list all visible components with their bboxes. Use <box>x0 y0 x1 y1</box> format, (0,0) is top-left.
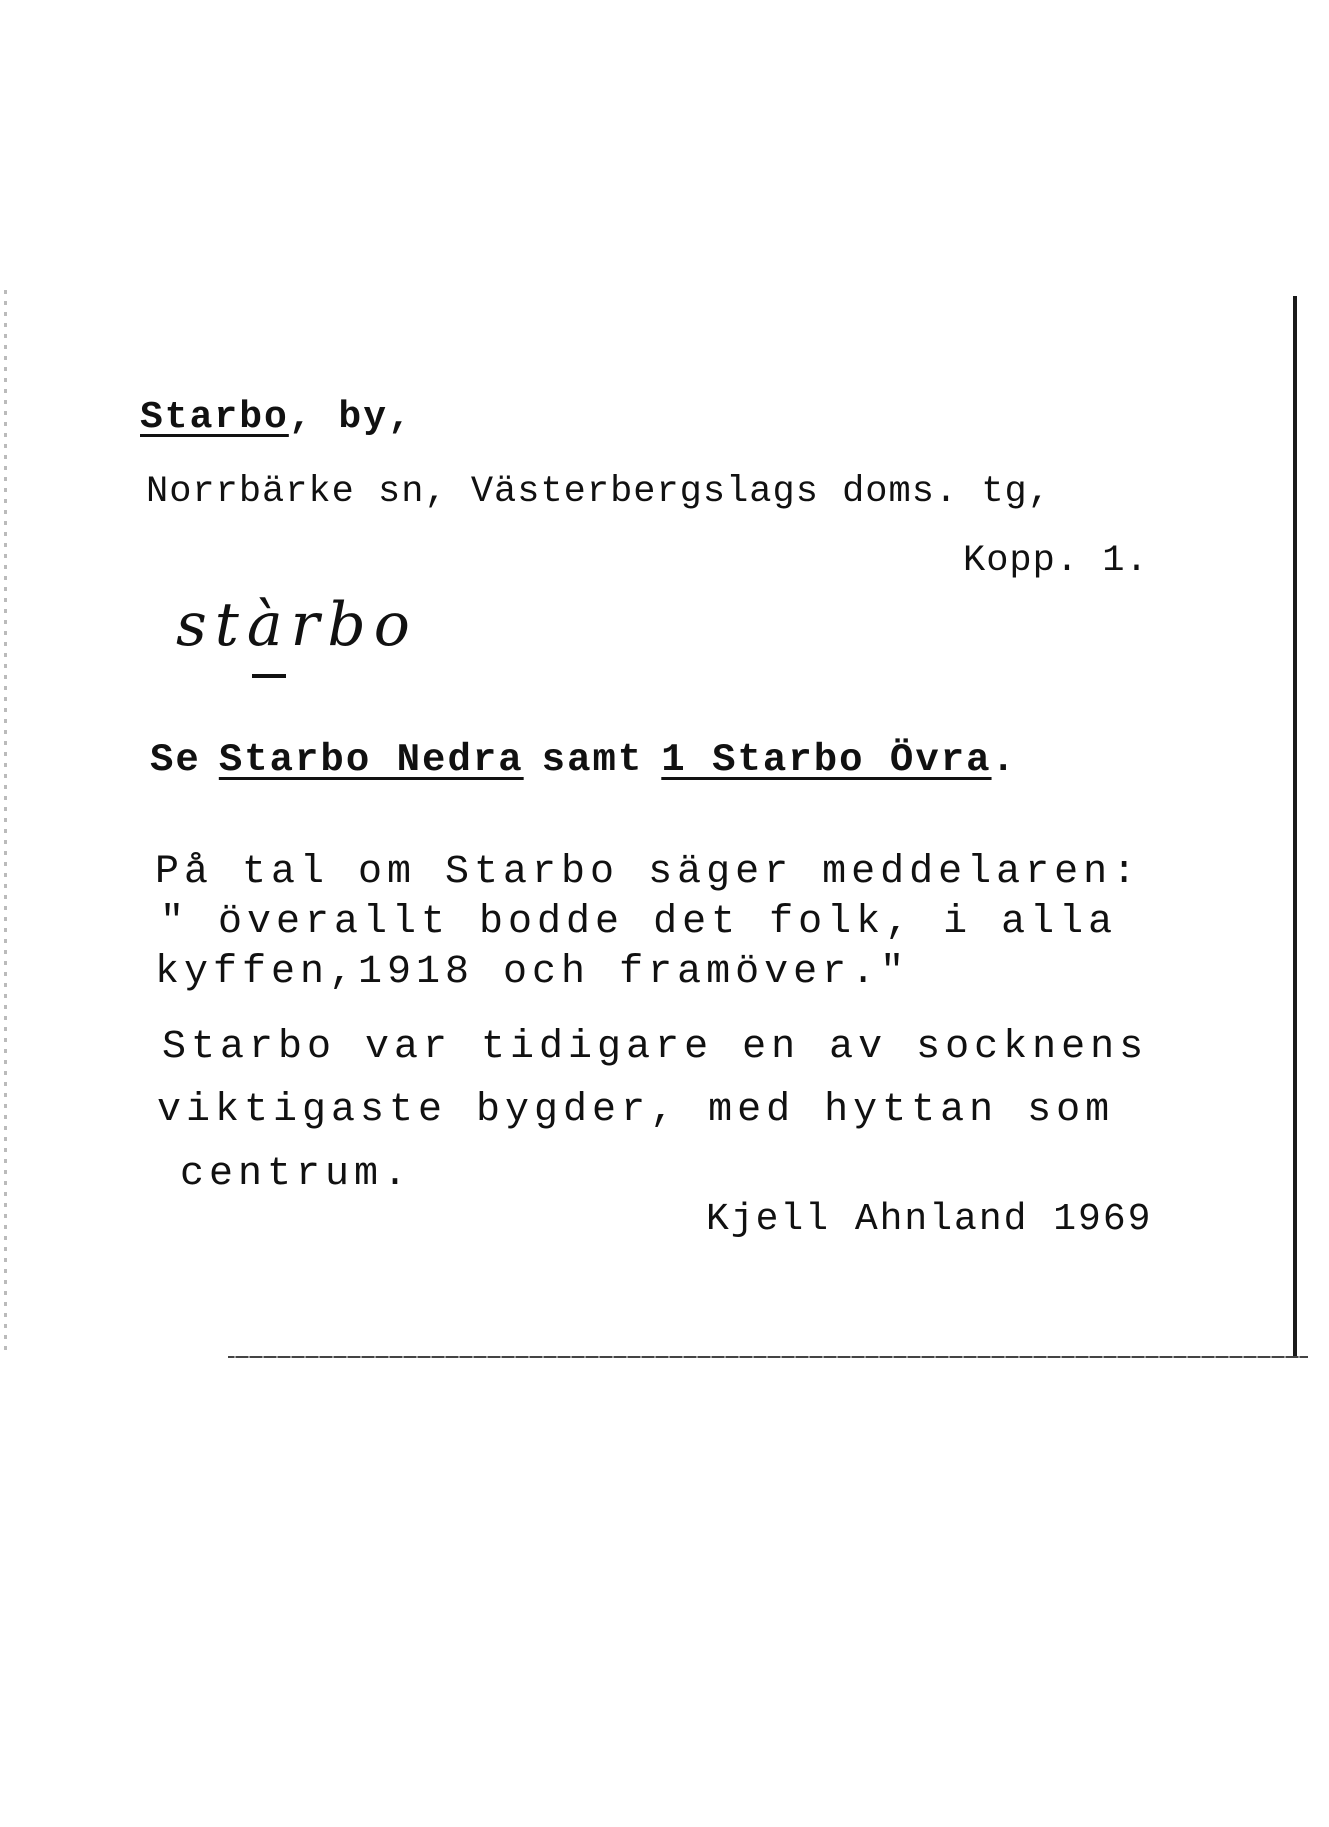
card-edge-right <box>1293 296 1297 1358</box>
see-ref-nedra: Starbo Nedra <box>218 738 524 782</box>
page-reference: Kopp. 1. <box>963 540 1149 582</box>
heading-name: Starbo <box>140 396 289 439</box>
see-ref-ovra: 1 Starbo Övra <box>661 738 992 782</box>
see-joiner: samt <box>541 738 644 782</box>
paragraph1-line: kyffen,1918 och framöver." <box>155 950 910 995</box>
parish-line: Norrbärke sn, Västerbergslags doms. tg, <box>146 471 1051 513</box>
handwritten-pronunciation: stàrbo <box>176 590 418 660</box>
see-end: . <box>991 738 1017 782</box>
heading-suffix: , by, <box>288 396 413 439</box>
paragraph2-line: viktigaste bygder, med hyttan som <box>157 1088 1115 1133</box>
paragraph2-line: centrum. <box>180 1152 413 1197</box>
paragraph1-line: På tal om Starbo säger meddelaren: <box>155 850 1142 895</box>
paragraph2-line: Starbo var tidigare en av socknens <box>162 1025 1149 1070</box>
card-heading <box>140 396 413 439</box>
scan-edge-left <box>4 290 7 1350</box>
signature: Kjell Ahnland 1969 <box>706 1198 1153 1241</box>
paragraph1-line: " överallt bodde det folk, i alla <box>160 900 1118 945</box>
card-edge-bottom <box>228 1356 1308 1358</box>
see-prefix: Se <box>150 738 201 782</box>
see-also-line <box>150 738 1035 782</box>
handwritten-stress-mark <box>252 674 286 678</box>
